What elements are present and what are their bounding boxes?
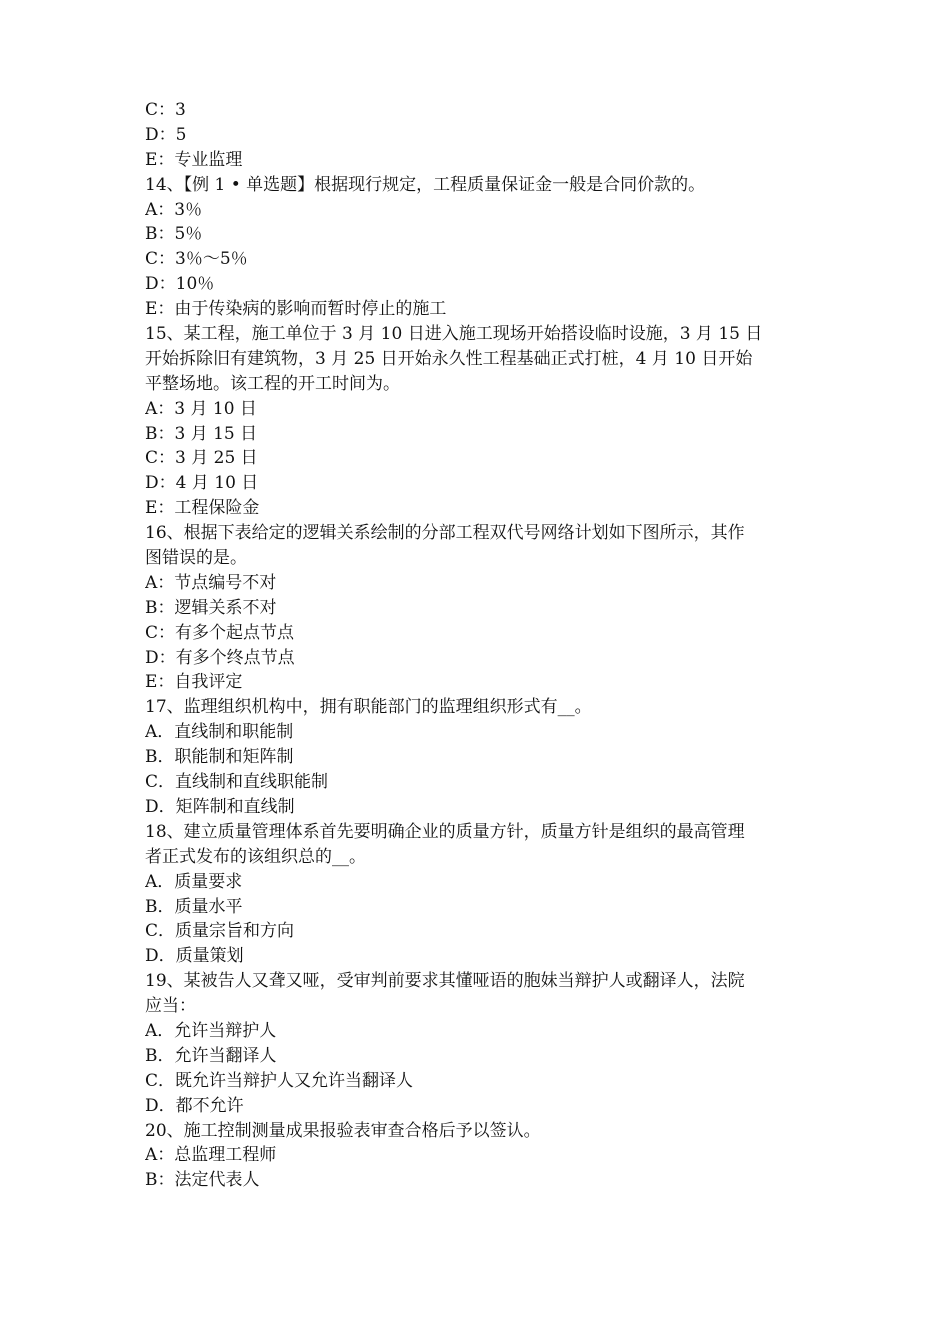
option-a: A．质量要求 — [145, 871, 243, 892]
option-e: E：由于传染病的影响而暂时停止的施工 — [145, 299, 447, 320]
option-a: A．直线制和职能制 — [145, 722, 294, 743]
option-b: B：5％ — [145, 224, 203, 245]
question-20: 20、施工控制测量成果报验表审查合格后予以签认。 — [145, 1120, 541, 1141]
option-c: C：有多个起点节点 — [145, 622, 295, 643]
option-a: A：3 月 10 日 — [145, 398, 257, 419]
question-18-line-2: 者正式发布的该组织总的__。 — [145, 846, 366, 867]
question-15-line-2: 开始拆除旧有建筑物，3 月 25 日开始永久性工程基础正式打桩，4 月 10 日开始 — [145, 348, 753, 369]
question-19-line-2: 应当： — [145, 996, 196, 1017]
option-a: A：节点编号不对 — [145, 572, 277, 593]
option-e: E：工程保险金 — [145, 498, 260, 519]
option-e: E：自我评定 — [145, 672, 243, 693]
option-a: A．允许当辩护人 — [145, 1020, 277, 1041]
option-c: C：3％～5％ — [145, 249, 248, 270]
option-d: D．矩阵制和直线制 — [145, 796, 295, 817]
document-page — [145, 98, 810, 1193]
option-d: D：有多个终点节点 — [145, 647, 295, 668]
option-c: C：3 月 25 日 — [145, 448, 258, 469]
question-16-line-2: 图错误的是。 — [145, 548, 247, 569]
option-b: B．职能制和矩阵制 — [145, 747, 294, 768]
option-c: C．直线制和直线职能制 — [145, 772, 329, 793]
question-16-line-1: 16、根据下表给定的逻辑关系绘制的分部工程双代号网络计划如下图所示，其作 — [145, 523, 745, 544]
question-14: 14、【例 1 • 单选题】根据现行规定，工程质量保证金一般是合同价款的。 — [145, 174, 706, 195]
option-b: B．质量水平 — [145, 896, 243, 917]
question-18-line-1: 18、建立质量管理体系首先要明确企业的质量方针，质量方针是组织的最高管理 — [145, 821, 745, 842]
option-c: C：3 — [145, 100, 186, 120]
question-17: 17、监理组织机构中，拥有职能部门的监理组织形式有__。 — [145, 697, 592, 718]
option-b: B：3 月 15 日 — [145, 423, 258, 444]
question-15-line-1: 15、某工程，施工单位于 3 月 10 日进入施工现场开始搭设临时设施，3 月 15 日 — [145, 324, 763, 345]
option-e: E：专业监理 — [145, 149, 243, 170]
option-b: B：逻辑关系不对 — [145, 597, 277, 618]
question-15-line-3: 平整场地。该工程的开工时间为。 — [145, 373, 400, 394]
question-19-line-1: 19、某被告人又聋又哑，受审判前要求其懂哑语的胞妹当辩护人或翻译人，法院 — [145, 971, 745, 992]
option-a: A：3％ — [145, 199, 203, 220]
option-d: D：5 — [145, 124, 187, 145]
option-b: B：法定代表人 — [145, 1170, 260, 1191]
option-c: C．既允许当辩护人又允许当翻译人 — [145, 1070, 414, 1091]
option-a: A：总监理工程师 — [145, 1145, 277, 1166]
option-d: D：10％ — [145, 274, 215, 295]
option-d: D．都不允许 — [145, 1095, 244, 1116]
option-c: C．质量宗旨和方向 — [145, 921, 295, 942]
option-d: D：4 月 10 日 — [145, 473, 259, 494]
option-d: D．质量策划 — [145, 946, 244, 967]
option-b: B．允许当翻译人 — [145, 1045, 277, 1066]
